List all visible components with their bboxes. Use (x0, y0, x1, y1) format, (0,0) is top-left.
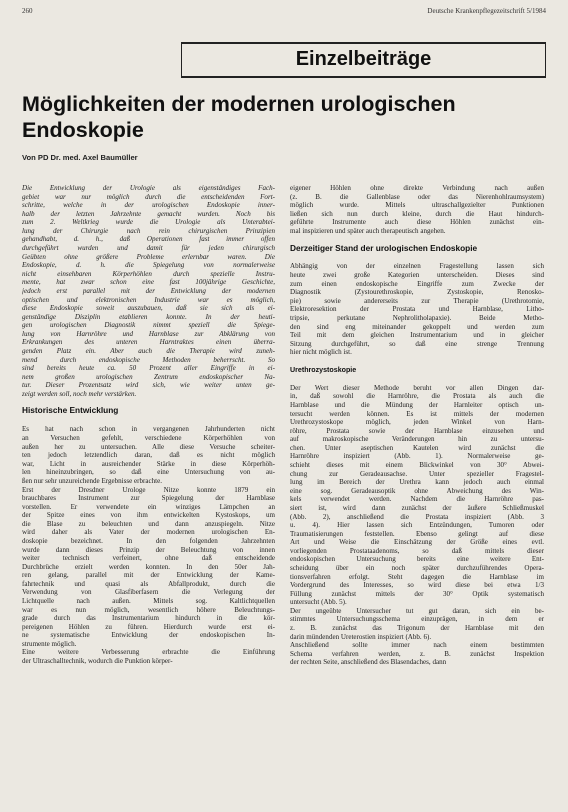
historical-line: ßen nur sehr unzureichende Ergebnisse erbrachte. (22, 476, 162, 485)
abstract-line: genständige Disziplin etablieren konnte. In der heuti- (22, 312, 275, 321)
abstract-line: gehandhabt, d. h., daß Operationen fast immer offen (22, 235, 275, 244)
urethro-line: Füllung zunächst mittels der 30° Optik systematisch (290, 589, 544, 598)
page-number: 260 (22, 7, 33, 15)
abstract-line: sind bereits heute ca. 50 Prozent aller Eingriffe in ei- (22, 364, 275, 373)
urethro-line: Traumatisierungen feststellen. Ebenso gelingt auf diese (290, 529, 544, 538)
urethro-line: tionsverfahren erfolgt. Steht dagegen die Harnblase im (290, 572, 544, 581)
section-label: Einzelbeiträge (181, 42, 546, 78)
abstract-line: diese Endoskopie soweit auszubauen, daß sie sich als ei- (22, 304, 275, 313)
historical-line: ne systematische Entwicklung der endoskopischen In- (22, 631, 275, 640)
abstract-line: halb der letzten Jahrzehnte gemacht wurden. Noch bis (22, 209, 275, 218)
historical-line: doskopie bezeichnet. In den folgenden Jahrzehnten (22, 536, 275, 545)
current-line: Abhängig von der einzelnen Fragestellung lassen sich (290, 262, 544, 271)
historical-line: fahrtechnik und quasi als Abfallprodukt, durch die (22, 579, 275, 588)
urethro-line: scheidung über ein noch später durchzuführendes Opera- (290, 563, 544, 572)
heading-urethrocystoscopy: Urethrozystoskopie (290, 365, 357, 374)
urethro-line: eine sog. Geradeausoptik ohne Abweichung des Win- (290, 486, 544, 495)
historical-line: außen her zu untersuchen. Alle diese Versuche scheiter- (22, 442, 275, 451)
abstract-line: optischen und elektronischen Industrie war es möglich, (22, 295, 275, 304)
urethrocystoscopy-text (290, 384, 544, 667)
urethro-line: auf makroskopische Veränderungen hin zu untersu- (290, 435, 544, 444)
urethro-line: kels verwendet werden. Nachdem die Harnröhre pas- (290, 495, 544, 504)
urethro-line: siert ist, wird dann zunächst der äußere Schließmuskel (290, 503, 544, 512)
historical-line: Durchbrüche erzielt werden konnten. In den 50er Jah- (22, 562, 275, 571)
urethro-line: untersucht (Abb. 5). (290, 598, 347, 607)
abstract-line: lung der Chirurgie nach rein chirurgischen Prinzipien (22, 226, 275, 235)
abstract-line: Die Entwicklung der Urologie als eigenständiges Fach- (22, 184, 275, 192)
historical-line: war, Licht in ausreichender Stärke in diese Körperhöh- (22, 459, 275, 468)
urethro-line: der rechten Seite, anschließend des Blasendaches, dann (290, 658, 447, 667)
historical-line: war es nun möglich, wesentlich höhere Beleuchtungs- (22, 605, 275, 614)
urethro-line: in, daß sowohl die Harnröhre, die Prostata als auch die (290, 392, 544, 401)
abstract-line: mente, hat zwar schon eine fast 100jährige Geschichte, (22, 278, 275, 287)
historical-line: grade durch das Instrumentarium hindurch in die kör- (22, 614, 275, 623)
urethro-line: chung zur Geradeausachse. Unter spezieller Fragestel- (290, 469, 544, 478)
historical-line: pereigenen Höhlen zu führen. Hierdurch wurde erst ei- (22, 622, 275, 631)
abstract (22, 184, 275, 398)
right-column (290, 184, 544, 667)
historical-line: ten jedoch letztendlich daran, daß es nicht möglich (22, 451, 275, 460)
abstract-line: mend durch endoskopische Methoden beherrscht. So (22, 355, 275, 364)
urethro-line: Art und Weise die Einschätzung der Größe eines evtl. (290, 538, 544, 547)
intro-line: geführte Instrumente auch diese Höhlen zunächst ein- (290, 218, 544, 227)
intro-line: mal inspizieren und später auch therapeutisch angehen. (290, 226, 446, 235)
abstract-line: schritte, welche in der urologischen Endoskopie inner- (22, 201, 275, 210)
urethro-line: Harnröhre inspiziert (Abb. 1). Normalerweise ge- (290, 452, 544, 461)
running-header (22, 7, 546, 17)
abstract-line: Geübten ohne größere Probleme erlernbar waren. Die (22, 252, 275, 261)
historical-line: Erst der Dresdner Urologe Nitze konnte 1879 ein (22, 485, 275, 494)
abstract-line: durchgeführt wurden und damit für jeden chirurgisch (22, 244, 275, 253)
urethro-line: stimmtes Untersuchungsschema einzuprägen, in dem er (290, 615, 544, 624)
current-line: Teil mit dem gleichen Instrumentarium und in gleicher (290, 331, 544, 340)
historical-line: an Versuchen gefehlt, verschiedene Körperhöhlen von (22, 434, 275, 443)
historical-line: wurde dann dieses Prinzip der Beleuchtung von innen (22, 545, 275, 554)
historical-line: brauchbares Instrument zur Spiegelung der Harnblase (22, 494, 275, 503)
historical-line: wird daher als Vater der modernen urologischen En- (22, 528, 275, 537)
intro-continuation (290, 184, 544, 235)
historical-line: vorstellen. Er verwendete ein winziges Lämpchen an (22, 502, 275, 511)
heading-historical: Historische Entwicklung (22, 405, 119, 416)
abstract-line: lung von Harnröhre und Harnblase zur Abklärung von (22, 329, 275, 338)
historical-line: die Blase zu beleuchten und dann anzuspiegeln. Nitze (22, 519, 275, 528)
current-line: pie) sowie andererseits zur Therapie (Urethrotomie, (290, 296, 544, 305)
urethro-line: (Abb. 2), anschließend die Prostata inspiziert (Abb. 3 (290, 512, 544, 521)
intro-line: ließen sich nun durch kleine, durch die Haut hindurch- (290, 209, 544, 218)
urethro-line: tersucht werden können. Es ist mittels der modernen (290, 409, 544, 418)
intro-line: möglich wurde. Mittels ultraschallgezielter Punktionen (290, 201, 544, 210)
intro-line: eigener Höhlen ohne direkte Verbindung nach außen (290, 184, 544, 192)
left-column (22, 184, 275, 666)
urethro-line: lung im Bereich der Urethra kann jedoch auch einmal (290, 478, 544, 487)
urethro-line: Anschließend sollte immer nach einem bestimmten (290, 641, 544, 650)
urethro-line: u. 4). Hier lassen sich Entzündungen, Tumoren oder (290, 521, 544, 530)
abstract-line: gebiet war nur möglich durch die entscheidenden Fort- (22, 192, 275, 201)
current-line: hier nicht möglich ist. (290, 348, 352, 357)
urethro-line: Schema verfahren werden, z. B. zunächst Inspektion (290, 649, 544, 658)
urethro-line: Urethrozystoskope möglich, jeden Winkel von Harn- (290, 418, 544, 427)
historical-line: len hineinzubringen, so daß eine Untersuchung von au- (22, 468, 275, 477)
historical-line: strumente möglich. (22, 639, 77, 648)
historical-line: Eine weitere Verbesserung erbrachte die Einführung (22, 648, 275, 657)
historical-line: der Ultraschalltechnik, wodurch die Punktion körper- (22, 657, 173, 666)
urethro-line: vorliegenden Prostataadenoms, so daß mittels dieser (290, 546, 544, 555)
current-line: heute zwei große Kategorien unterscheiden. Dieses sind (290, 271, 544, 280)
historical-text (22, 425, 275, 665)
urethro-line: röhre, Prostata sowie der Harnblase einzusehen und (290, 426, 544, 435)
historical-line: Lichtquelle nach außen. Mittels sog. Kaltlichtquellen (22, 597, 275, 606)
abstract-line: nicht einsehbaren Körperhöhlen durch spezielle Instru- (22, 269, 275, 278)
historical-line: Es hat nach schon in vergangenen Jahrhunderten nicht (22, 425, 275, 434)
urethro-line: Der ungeübte Untersucher tut gut daran, sich ein be- (290, 606, 544, 615)
current-line: Elektroresektion der Prostata und Harnblase, Litho- (290, 305, 544, 314)
current-line: den sind eng miteinander gekoppelt und werden zum (290, 322, 544, 331)
historical-line: der Spitze eines von ihm entwickelten Kystoskops, um (22, 511, 275, 520)
urethro-line: darin mündenden Ureterostien inspiziert (Abb. 6). (290, 632, 432, 641)
intro-line: (z. B. die Gallenblase oder das Nierenhohlraumsystem) (290, 192, 544, 201)
urethro-line: chen. Unter aseptischen Kautelen wird zunächst die (290, 443, 544, 452)
abstract-line: genden Platz ein. Aber auch die Therapie wird zuneh- (22, 346, 275, 355)
urethro-line: Vordergrund des Interesses, so wird diese bei etwa 1/3 (290, 581, 544, 590)
abstract-line: jedoch erst parallel mit der Entwicklung der modernen (22, 286, 275, 295)
abstract-line: tur. Dieser Prozentsatz wird sich, wie weiter unten ge- (22, 381, 275, 390)
current-line: Diagnostik (Zystourethroskopie, Zystoskopie, Renosko- (290, 288, 544, 297)
urethro-line: Harnblase und die Mündung der Harnleiter optisch un- (290, 400, 544, 409)
current-line: tripsie, perkutane Nephrolitholapaxie). Beide Metho- (290, 313, 544, 322)
abstract-line: zeigt werden soll, noch mehr verstärken. (22, 389, 137, 398)
current-state-text (290, 262, 544, 356)
historical-line: weiter technisch verfeinert, ohne daß entscheidende (22, 554, 275, 563)
current-line: zum einen endoskopische Eingriffe zum Zwecke der (290, 279, 544, 288)
urethro-line: z. B. zunächst das Trigonum der Harnblase mit den (290, 624, 544, 633)
historical-line: Verwendung von Glasfiberfasern die Verlegung der (22, 588, 275, 597)
author-byline: Von PD Dr. med. Axel Baumüller (22, 153, 138, 162)
historical-line: ren gelang, parallel mit der Entwicklung der Kame- (22, 571, 275, 580)
abstract-line: zum 2. Weltkrieg wurde die Urologie als Unterabtei- (22, 218, 275, 227)
heading-current-state: Derzeitiger Stand der urologischen Endoskopie (290, 243, 478, 254)
abstract-line: gen urologischen Diagnostik nimmt speziell die Spiege- (22, 321, 275, 330)
urethro-line: Der Wert dieser Methode beruht vor allen Dingen dar- (290, 383, 544, 392)
urethro-line: endoskopischen Untersuchung bereits eine weitere Ent- (290, 555, 544, 564)
urethro-line: schieht dieses mit einem Blickwinkel von 30° Abwei- (290, 461, 544, 470)
abstract-line: nem großen urologischen Zentrum endoskopischer Na- (22, 372, 275, 381)
abstract-line: Endoskopie, d. h. die Spiegelung von normalerweise (22, 261, 275, 270)
journal-title: Deutsche Krankenpflegezeitschrift 5/1984 (427, 7, 546, 15)
current-line: Sitzung durchgeführt, so daß eine strenge Trennung (290, 339, 544, 348)
article-title: Möglichkeiten der modernen urologischen Endoskopie (22, 92, 456, 142)
abstract-line: Erkrankungen des unteren Harntraktes einen überra- (22, 338, 275, 347)
